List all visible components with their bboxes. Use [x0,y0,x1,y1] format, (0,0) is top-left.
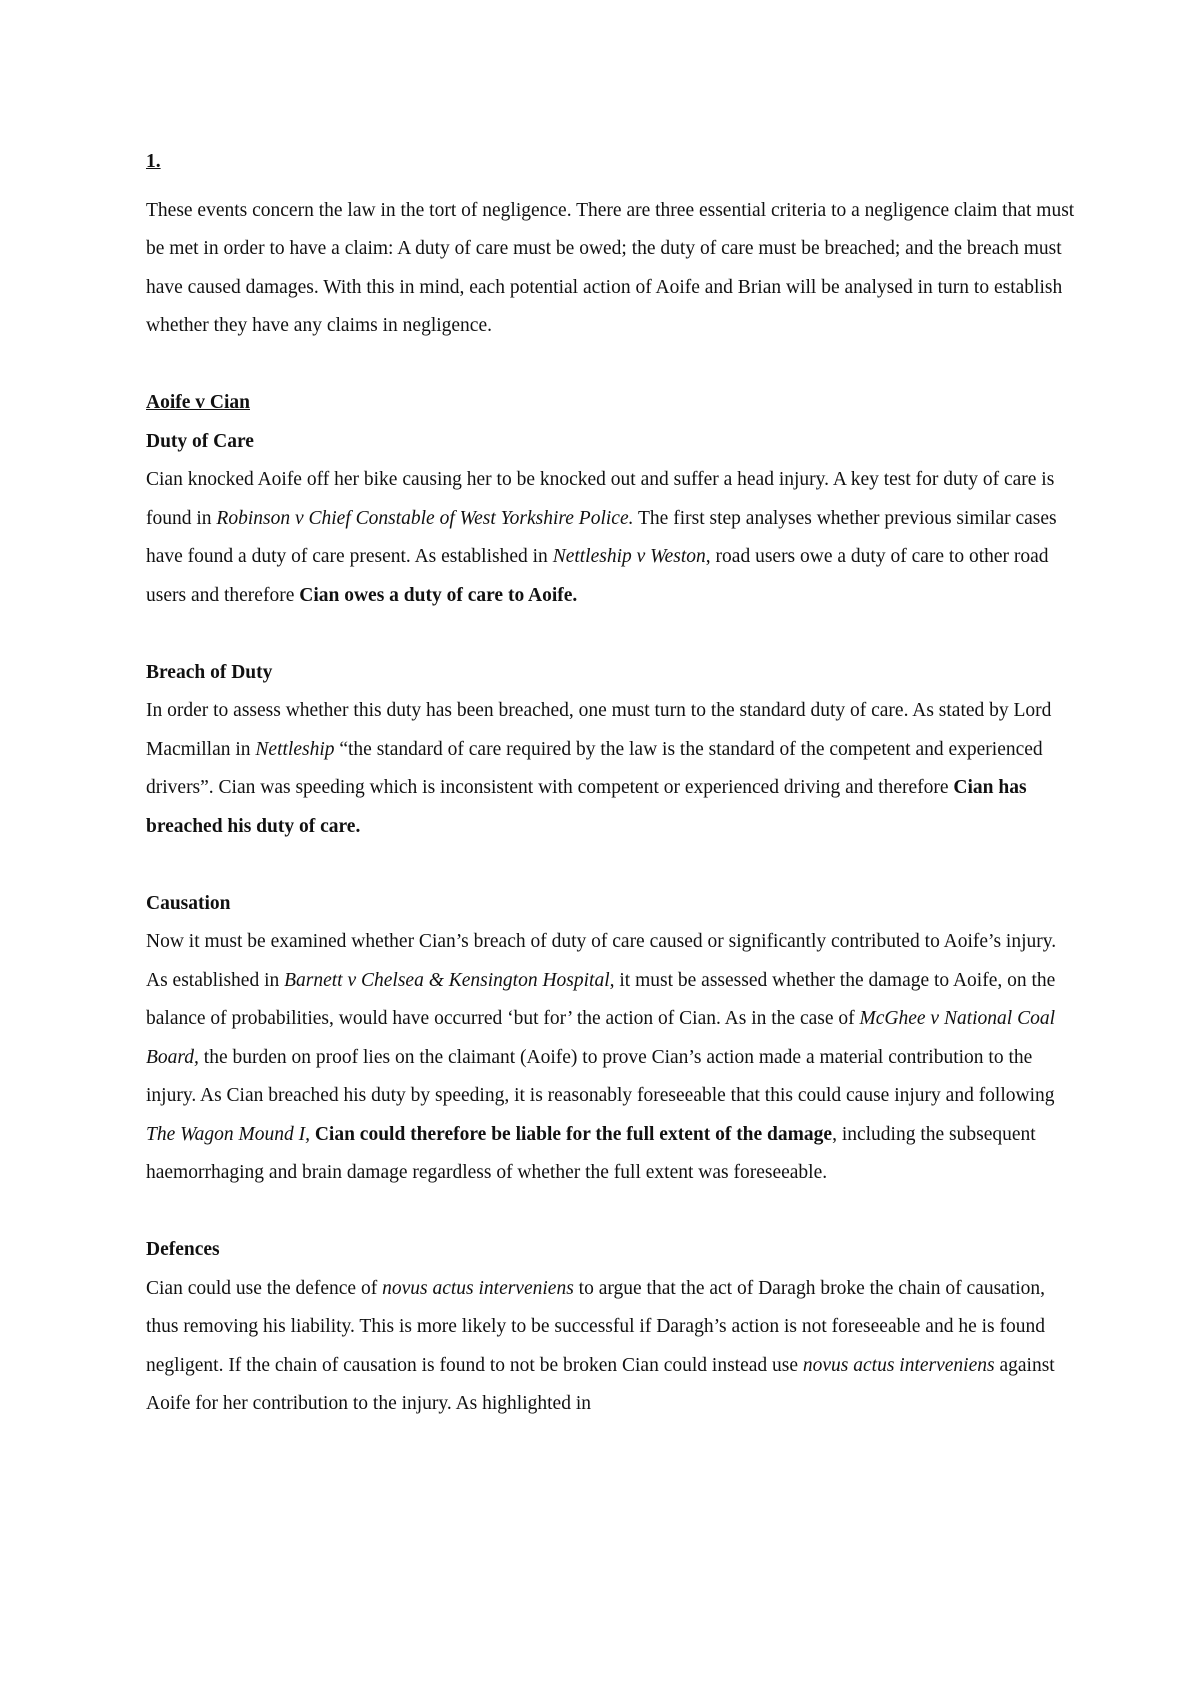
text-run: to argue that the act of Daragh broke the chain of causation, thus removing his liability. This is more likely to be successful if Daragh’s action is not foreseeable and he is found negligent. If the chain of causation is found to not be broken Cian could instead use [146,1277,1046,1376]
case-citation: Barnett v Chelsea & Kensington Hospital, [284,969,615,991]
case-citation: The Wagon Mound I, [146,1123,310,1145]
text-run: against Aoife for her contribution to the injury. As highlighted in [146,1354,1055,1414]
case-citation: McGhee v National Coal Board, [146,1008,1056,1068]
causation-paragraph [146,923,1076,1193]
text-run: In order to assess whether this duty has been breached, one must turn to the standard duty of care. As stated by Lord Macmillan in [146,700,1052,760]
case-citation: Nettleship v Weston [552,546,706,567]
duty-heading: Duty of Care [146,430,254,452]
intro-paragraph: These events concern the law in the tort of negligence. There are three essential criteria to a negligence claim that must be met in order to have a claim: A duty of care must be owed; the duty of care must be breached; and the breach must have caused damages. With this in mind, each potential action of Aoife and Brian will be analysed in turn to establish whether they have any claims in negligence. [146,199,1075,336]
spacer [146,182,1076,192]
document-page [146,143,1076,1424]
spacer [146,346,1076,385]
case-citation: Robinson v Chief Constable of West Yorkshire Police. [216,507,634,529]
spacer [146,846,1076,885]
duty-paragraph [146,461,1076,615]
defences-paragraph [146,1270,1076,1424]
text-run: it must be assessed whether the damage to Aoife, on the balance of probabilities, would have occurred ‘but for’ the action of Cian. As in the case of [146,969,1056,1029]
case-citation: Nettleship [255,738,335,760]
breach-paragraph [146,692,1076,846]
text-run: Cian could use the defence of [146,1277,383,1299]
text-run: , including the subsequent haemorrhaging and brain damage regardless of whether the full extent was foreseeable. [146,1123,1036,1183]
case-heading: Aoife v Cian [146,392,250,413]
text-run: Cian knocked Aoife off her bike causing her to be knocked out and suffer a head injury. A key test for duty of care is found in [146,469,1055,529]
text-run: The first step analyses whether previous similar cases have found a duty of care present. As established in [146,507,1057,567]
breach-heading: Breach of Duty [146,661,273,683]
text-run: the burden on proof lies on the claimant (Aoife) to prove Cian’s action made a material contribution to the injury. As Cian breached his duty by speeding, it is reasonably foreseeable that this could cause injury and following [146,1046,1055,1106]
spacer [146,1193,1076,1232]
causation-conclusion: Cian could therefore be liable for the full extent of the damage [314,1123,833,1145]
causation-heading: Causation [146,892,231,914]
breach-conclusion: Cian has breached his duty of care. [146,777,1027,837]
spacer [146,615,1076,654]
text-run: , road users owe a duty of care to other road users and therefore [146,546,1049,606]
text-run: Now it must be examined whether Cian’s breach of duty of care caused or significantly contributed to Aoife’s injury. As established in [146,931,1057,991]
duty-conclusion: Cian owes a duty of care to Aoife. [299,584,578,606]
section-number: 1. [146,151,161,172]
defences-heading: Defences [146,1239,220,1260]
latin-term: novus actus interveniens [382,1277,574,1299]
latin-term: novus actus interveniens [802,1354,995,1376]
text-run: “the standard of care required by the law is the standard of the competent and experienced drivers”. Cian was speeding which is inconsistent with competent or experienced driving and therefore [146,738,1043,798]
